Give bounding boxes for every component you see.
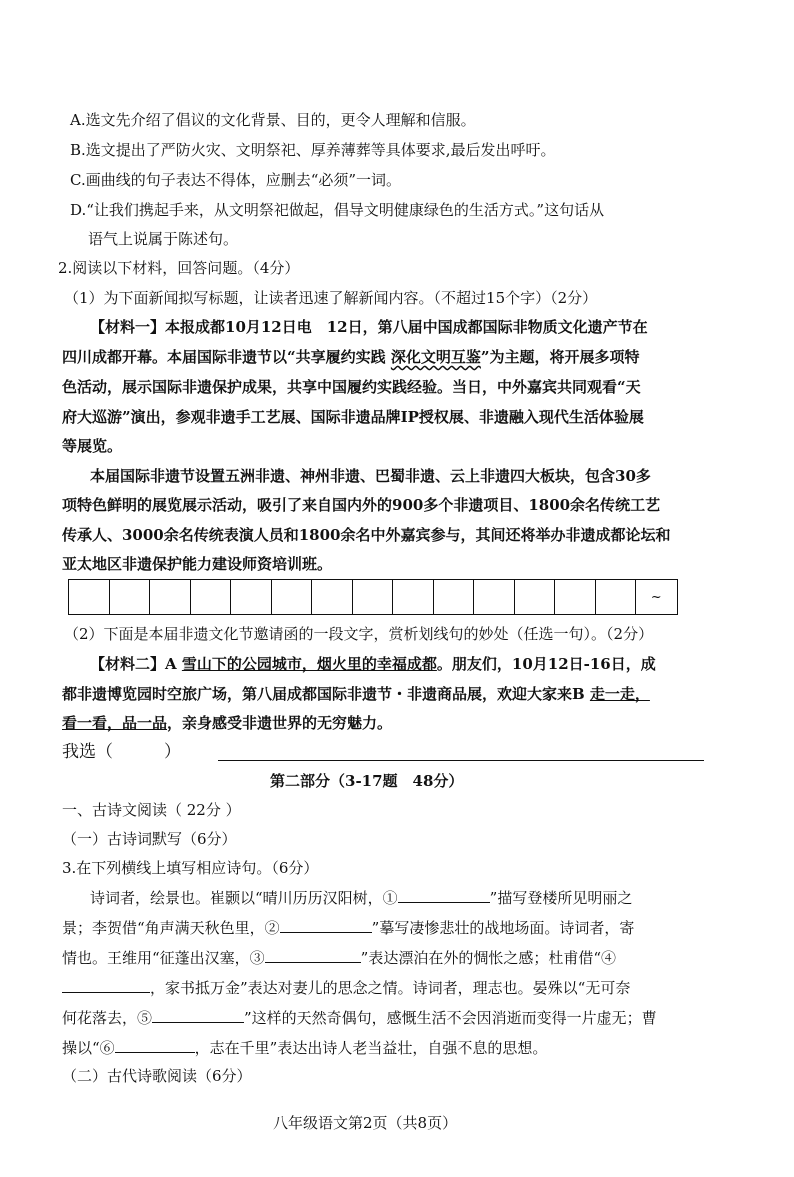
q3-line2-a: 景；李贺借“角声满天秋色里，② (62, 919, 280, 937)
grid-cell[interactable] (515, 580, 556, 614)
material2-line3 (62, 713, 392, 733)
part2-heading: 第二部分（3-17题 48分） (270, 772, 464, 790)
material2-line3-text: ，亲身感受非遗世界的无穷魅力。 (167, 714, 393, 732)
q3-line4 (62, 978, 630, 998)
answer-grid[interactable] (68, 579, 678, 615)
q3-line5-b: ”这样的天然奇偶句，感慨生活不会因消逝而变得一片虚无；曹 (244, 1009, 657, 1027)
blank-2[interactable] (280, 918, 372, 933)
material2-underline-b1: 走一走， (589, 685, 650, 703)
grid-cell[interactable]: ~ (650, 589, 662, 605)
q3-line5-a: 何花落去，⑤ (62, 1009, 153, 1027)
q3-line3 (62, 948, 616, 968)
q3-line6-a: 操以“⑥ (62, 1039, 115, 1057)
q3-line1 (90, 888, 632, 908)
material2-line2 (62, 684, 650, 704)
material1-line8: 传承人、3000余名传统表演人员和1800余名中外嘉宾参与，其间还将举办非遗成都论坛和 (62, 526, 671, 544)
q3-line1-a: 诗词者，绘景也。崔颢以“晴川历历汉阳树，① (90, 889, 398, 907)
blank-6[interactable] (115, 1038, 195, 1053)
material2-line2-text: 都非遗博览园时空旅广场，第八届成都国际非遗节・非遗商品展，欢迎大家来B (62, 685, 590, 703)
q3-line5 (62, 1008, 657, 1028)
page-footer: 八年级语文第2页（共8页） (273, 1114, 458, 1132)
q3-line2 (62, 918, 634, 938)
grid-cell[interactable] (272, 580, 313, 614)
q3-line4-b: ，家书抵万金”表达对妻儿的思念之情。诗词者，理志也。晏殊以“无可奈 (150, 979, 631, 997)
material1-line7: 项特色鲜明的展览展示活动，吸引了来自国内外的900多个非遗项目、1800余名传统工艺 (62, 496, 661, 514)
grid-cell[interactable] (474, 580, 515, 614)
material1-line5: 等展览。 (62, 437, 123, 455)
q3-line6 (62, 1038, 547, 1058)
grid-cell[interactable] (312, 580, 353, 614)
option-b: B.选文提出了严防火灾、文明祭祀、厚养薄葬等具体要求,最后发出呼吁。 (70, 141, 556, 159)
material2-prefix: 【材料二】A (90, 655, 182, 673)
material1-line3: 色活动，展示国际非遗保护成果，共享中国履约实践经验。当日，中外嘉宾共同观看“天 (62, 378, 641, 396)
q2-title: 2.阅读以下材料，回答问题。（4分） (58, 259, 300, 277)
grid-cell[interactable] (69, 580, 110, 614)
material1-line9: 亚太地区非遗保护能力建设师资培训班。 (62, 555, 333, 573)
section1-sub1: （一）古诗词默写（6分） (62, 830, 237, 848)
material2-line1 (90, 654, 656, 674)
grid-cell[interactable] (231, 580, 272, 614)
blank-1[interactable] (398, 888, 490, 903)
q3-line2-b: ”摹写凄惨悲壮的战地场面。诗词者，寄 (371, 919, 635, 937)
material2-line1-rest: 。朋友们，10月12日-16日，成 (436, 655, 656, 673)
grid-cell[interactable] (353, 580, 394, 614)
option-d-line2: 语气上说属于陈述句。 (88, 230, 239, 248)
q3-line3-a: 情也。王维用“征蓬出汉塞，③ (62, 949, 265, 967)
grid-cell[interactable] (555, 580, 596, 614)
grid-cell[interactable] (434, 580, 475, 614)
material1-line2-a: 四川成都开幕。本届国际非遗节以“共享履约实践 (62, 348, 391, 366)
section1-sub2: （二）古代诗歌阅读（6分） (62, 1067, 252, 1085)
q2-sub1: （1）为下面新闻拟写标题，让读者迅速了解新闻内容。（不超过15个字）（2分） (64, 289, 598, 307)
choose-label: 我选（ ） (62, 742, 181, 762)
grid-cell[interactable] (110, 580, 151, 614)
option-c: C.画曲线的句子表达不得体，应删去“必须”一词。 (70, 171, 402, 189)
section1-heading: 一、古诗文阅读（ 22分 ） (62, 801, 241, 819)
grid-cell[interactable] (393, 580, 434, 614)
material1-line2-c: ”为主题，将开展多项特 (480, 348, 640, 366)
choose-answer-line[interactable] (218, 760, 704, 761)
grid-cell[interactable] (596, 580, 637, 614)
blank-5[interactable] (152, 1008, 244, 1023)
blank-3[interactable] (265, 948, 361, 963)
q3-line3-b: ”表达漂泊在外的惆怅之感；杜甫借“④ (360, 949, 617, 967)
grid-cell[interactable] (191, 580, 232, 614)
material2-underline-a: 雪山下的公园城市，烟火里的幸福成都 (181, 655, 437, 673)
q2-sub2: （2）下面是本届非遗文化节邀请函的一段文字，赏析划线句的妙处（任选一句）。（2分） (64, 625, 654, 643)
material1-line1: 【材料一】本报成都10月12日电 12日，第八届中国成都国际非物质文化遗产节在 (90, 318, 648, 336)
blank-4[interactable] (62, 978, 150, 993)
option-d-line1: D.“让我们携起手来，从文明祭祀做起，倡导文明健康绿色的生活方式。”这句话从 (70, 201, 605, 219)
material2-underline-b2: 看一看，品一品 (62, 714, 168, 732)
q3-title: 3.在下列横线上填写相应诗句。（6分） (62, 859, 319, 877)
q3-line1-b: ”描写登楼所见明丽之 (489, 889, 633, 907)
q3-line6-b: ，志在千里”表达出诗人老当益壮，自强不息的思想。 (194, 1039, 548, 1057)
material1-theme: 深化文明互鉴 (390, 348, 481, 366)
material1-line6: 本届国际非遗节设置五洲非遗、神州非遗、巴蜀非遗、云上非遗四大板块，包含30多 (90, 467, 651, 485)
option-a: A.选文先介绍了倡议的文化背景、目的，更令人理解和信服。 (70, 111, 476, 129)
grid-cell[interactable] (150, 580, 191, 614)
material1-line2 (62, 347, 640, 367)
material1-line4: 府大巡游”演出，参观非遗手工艺展、国际非遗品牌IP授权展、非遗融入现代生活体验展 (62, 408, 644, 426)
